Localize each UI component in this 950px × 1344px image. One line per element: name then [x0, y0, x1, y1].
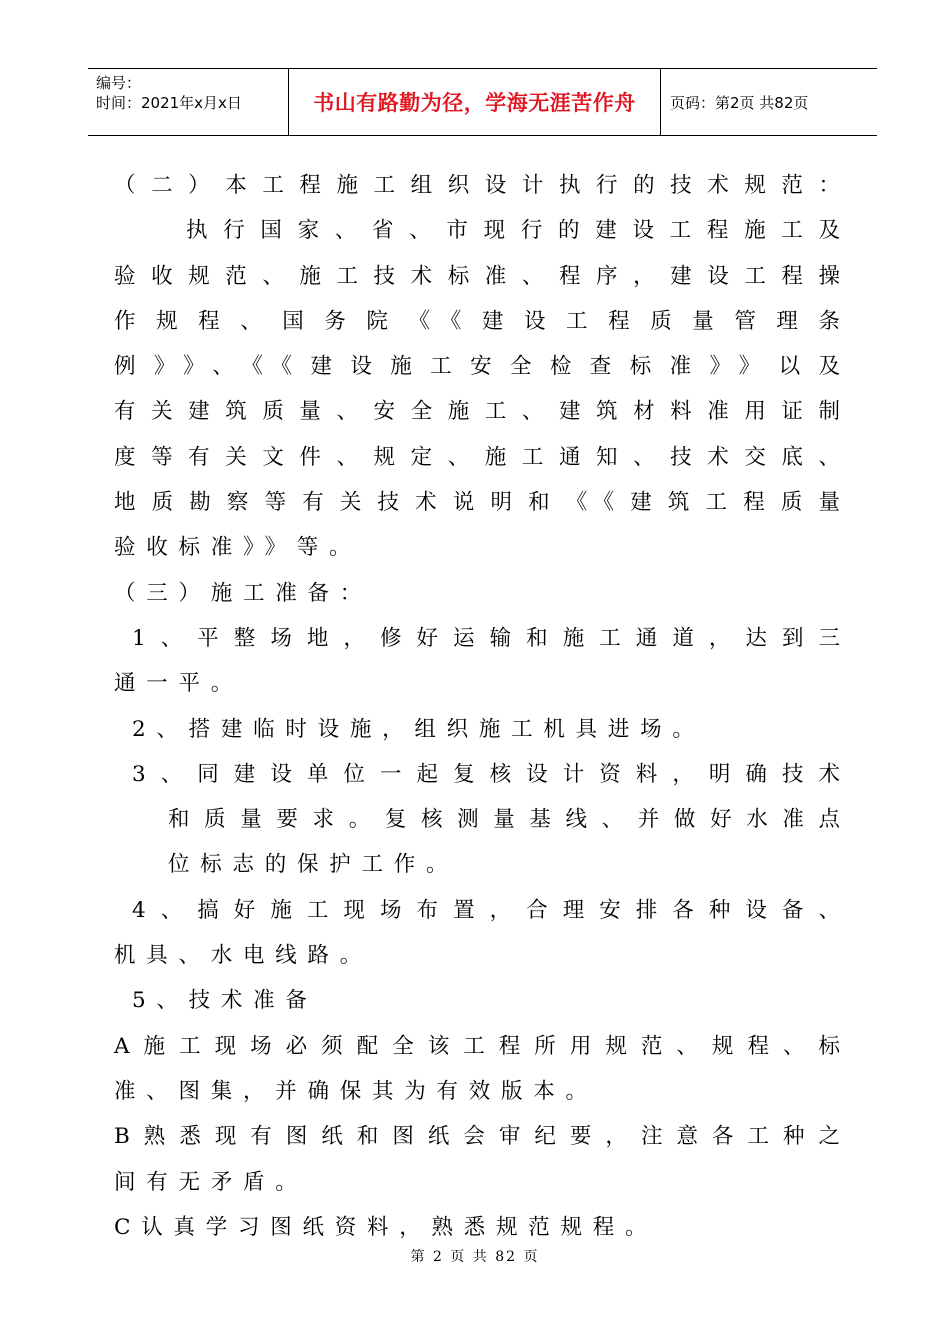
- paragraph-line: 有关建筑质量、安全施工、建筑材料准用证制: [114, 399, 840, 425]
- list-item: 5、技术准备: [132, 988, 318, 1014]
- paragraph-line: 例》》、《《建设施工安全检查标准》》以及: [114, 354, 840, 380]
- list-item-continuation: 通一平。: [114, 671, 244, 697]
- document-time-label: 时间：2021年x月x日: [96, 94, 242, 112]
- sub-item-continuation: 间有无矛盾。: [114, 1169, 308, 1195]
- sub-item: C认真学习图纸资料，熟悉规范规程。: [114, 1214, 658, 1240]
- page-footer: 第 2 页 共 82 页: [410, 1249, 540, 1265]
- paragraph-line: 度等有关文件、规定、施工通知、技术交底、: [114, 444, 840, 470]
- paragraph-line: 验收标准》》等。: [114, 535, 362, 561]
- paragraph-line: 地质勘察等有关技术说明和《《建筑工程质量: [114, 490, 840, 516]
- page-header: [88, 68, 877, 136]
- header-meta: [96, 73, 242, 113]
- sub-item: A施工现场必须配全该工程所用规范、规程、标: [114, 1033, 840, 1059]
- list-item: 1、平整场地，修好运输和施工通道，达到三: [132, 625, 840, 651]
- sub-item: B熟悉现有图纸和图纸会审纪要，注意各工种之: [114, 1124, 840, 1150]
- list-item: 4、搞好施工现场布置，合理安排各种设备、: [132, 897, 840, 923]
- list-item: 2、搭建临时设施，组织施工机具进场。: [132, 716, 705, 742]
- list-item-continuation: 位标志的保护工作。: [168, 852, 459, 878]
- paragraph-line: 执行国家、省、市现行的建设工程施工及: [186, 218, 840, 244]
- list-item-continuation: 机具、水电线路。: [114, 943, 373, 969]
- paragraph-line: 作规程、国务院《《建设工程质量管理条: [114, 308, 840, 334]
- document-body: [114, 163, 840, 1250]
- header-divider: [660, 69, 661, 135]
- sub-item-continuation: 准、图集，并确保其为有效版本。: [114, 1078, 598, 1104]
- list-item: 3、同建设单位一起复核设计资料，明确技术: [132, 761, 840, 787]
- list-item-continuation: 和质量要求。复核测量基线、并做好水准点: [168, 807, 840, 833]
- paragraph-line: 验收规范、施工技术标准、程序，建设工程操: [114, 263, 840, 289]
- section-heading: （二）本工程施工组织设计执行的技术规范：: [114, 173, 840, 198]
- section-heading: （三）施工准备：: [114, 580, 373, 606]
- header-motto: 书山有路勤为径，学海无涯苦作舟: [313, 91, 636, 115]
- document-number-label: 编号：: [96, 74, 142, 92]
- header-page-info: 页码：第2页 共82页: [670, 93, 809, 112]
